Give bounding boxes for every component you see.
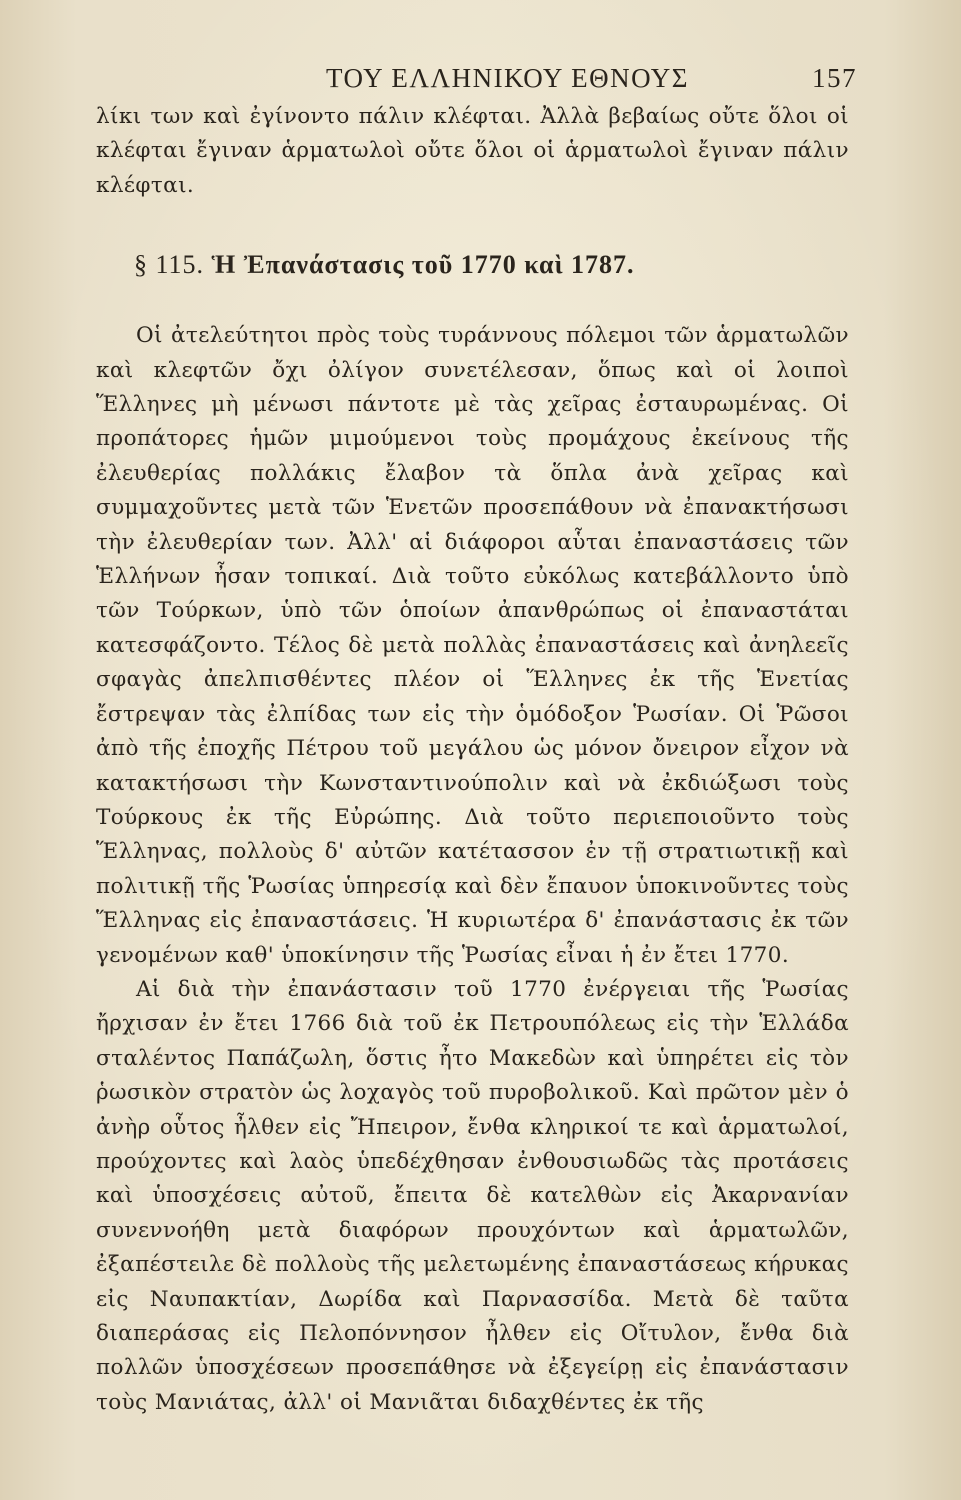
page-number: 157 (812, 63, 857, 93)
paragraph-1: Οἱ ἀτελεύτητοι πρὸς τοὺς τυράννους πόλεμοι τῶν ἁρματωλῶν καὶ κλεφτῶν ὄχι ὀλίγον συνετέλεσαν, ὅπως καὶ οἱ λοιποὶ Ἕλληνες μὴ μένωσι πάντοτε μὲ τὰς χεῖρας ἐσταυρωμένας. Οἱ προπάτορες ἡμῶν μιμούμενοι τοὺς προμάχους ἐκείνους τῆς ἐλευθερίας πολλάκις ἔλαβον τὰ ὅπλα ἀνὰ χεῖρας καὶ συμμαχοῦντες μετὰ τῶν Ἑνετῶν προσεπάθουν νὰ ἐπανακτήσωσι τὴν ἐλευθερίαν των. Ἀλλ' αἱ διάφοροι αὗται ἐπαναστάσεις τῶν Ἑλλήνων ἦσαν τοπικαί. Διὰ τοῦτο εὐκόλως κατεβάλλοντο ὑπὸ τῶν Τούρκων, ὑπὸ τῶν ὁποίων ἀπανθρώπως οἱ ἐπαναστάται κατεσφάζοντο. Τέλος δὲ μετὰ πολλὰς ἐπαναστάσεις καὶ ἀνηλεεῖς σφαγὰς ἀπελπισθέντες πλέον οἱ Ἕλληνες ἐκ τῆς Ἑνετίας ἔστρεψαν τὰς ἐλπίδας των εἰς τὴν ὁμόδοξον Ῥωσίαν. Οἱ Ῥῶσοι ἀπὸ τῆς ἐποχῆς Πέτρου τοῦ μεγάλου ὡς μόνον ὄνειρον εἶχον νὰ κατακτήσωσι τὴν Κωνσταντινούπολιν καὶ νὰ ἐκδιώξωσι τοὺς Τούρκους ἐκ τῆς Εὐρώπης. Διὰ τοῦτο περιεποιοῦντο τοὺς Ἕλληνας, πολλοὺς δ' αὐτῶν κατέτασσον ἐν τῇ στρατιωτικῇ καὶ πολιτικῇ τῆς Ῥωσίας ὑπηρεσίᾳ καὶ δὲν ἔπαυον ὑποκινοῦντες τοὺς Ἕλληνας εἰς ἐπαναστάσεις. Ἡ κυριωτέρα δ' ἐπανάστασις ἐκ τῶν γενομένων καθ' ὑποκίνησιν τῆς Ῥωσίας εἶναι ἡ ἐν ἔτει 1770. (96, 323, 849, 968)
running-head: ΤΟΥ ΕΛΛΗΝΙΚΟΥ ΕΘΝΟΥΣ (326, 63, 689, 93)
section-heading (134, 245, 849, 285)
page-header (96, 58, 857, 98)
carryover-paragraph: λίκι των καὶ ἐγίνοντο πάλιν κλέφται. Ἀλλὰ βεβαίως οὔτε ὅλοι οἱ κλέφται ἔγιναν ἁρματωλοὶ οὔτε ὅλοι οἱ ἁρματωλοὶ ἔγιναν πάλιν κλέφται. (96, 104, 849, 198)
section-title: Ἡ Ἐπανάστασις τοῦ 1770 καὶ 1787. (211, 250, 635, 280)
section-number: § 115. (134, 250, 205, 280)
paragraph-2: Αἱ διὰ τὴν ἐπανάστασιν τοῦ 1770 ἐνέργειαι τῆς Ῥωσίας ἤρχισαν ἐν ἔτει 1766 διὰ τοῦ ἐκ Πετρουπόλεως εἰς τὴν Ἑλλάδα σταλέντος Παπάζωλη, ὅστις ἦτο Μακεδὼν καὶ ὑπηρέτει εἰς τὸν ῥωσικὸν στρατὸν ὡς λοχαγὸς τοῦ πυροβολικοῦ. Καὶ πρῶτον μὲν ὁ ἀνὴρ οὗτος ἦλθεν εἰς Ἤπειρον, ἔνθα κληρικοί τε καὶ ἁρματωλοί, προύχοντες καὶ λαὸς ὑπεδέχθησαν ἐνθουσιωδῶς τὰς προτάσεις καὶ ὑποσχέσεις αὐτοῦ, ἔπειτα δὲ κατελθὼν εἰς Ἀκαρνανίαν συνεννοήθη μετὰ διαφόρων προυχόντων καὶ ἁρματωλῶν, ἐξαπέστειλε δὲ πολλοὺς τῆς μελετωμένης ἐπαναστάσεως κήρυκας εἰς Ναυπακτίαν, Δωρίδα καὶ Παρνασσίδα. Μετὰ δὲ ταῦτα διαπεράσας εἰς Πελοπόννησον ἦλθεν εἰς Οἴτυλον, ἔνθα διὰ πολλῶν ὑποσχέσεων προσεπάθησε νὰ ἐξεγείρῃ εἰς ἐπανάστασιν τοὺς Μανιάτας, ἀλλ' οἱ Μανιᾶται διδαχθέντες ἐκ τῆς (96, 976, 849, 1415)
